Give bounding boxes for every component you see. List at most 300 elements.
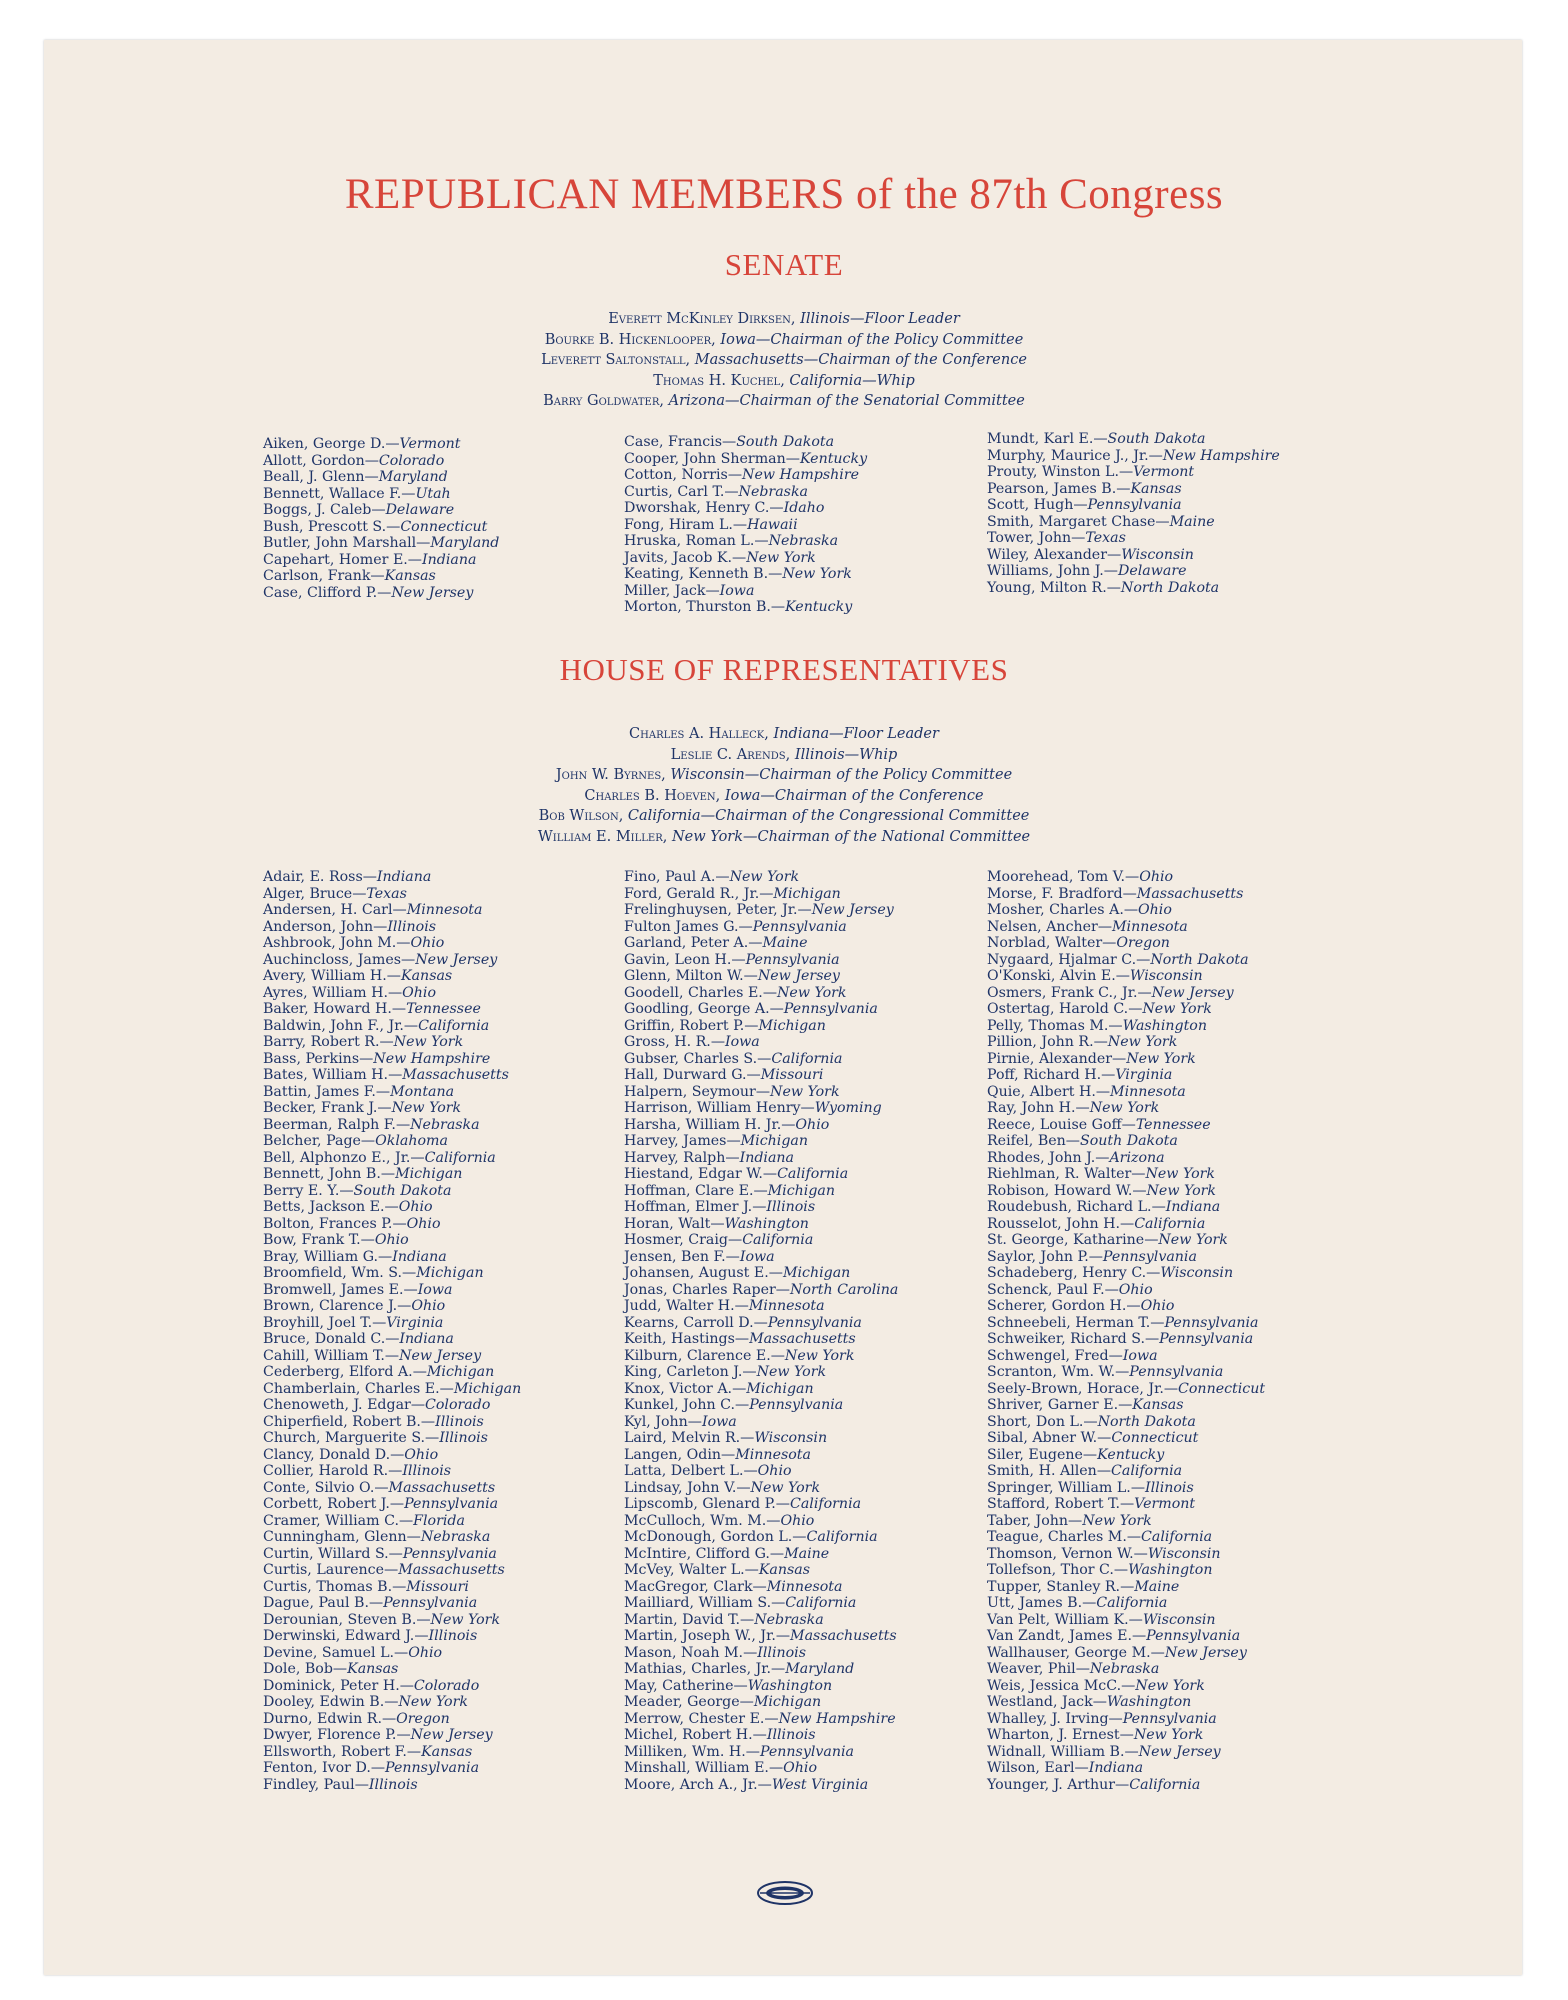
member-state: California xyxy=(418,1017,490,1034)
member-state: Virginia xyxy=(386,1314,444,1331)
house-member-entry xyxy=(987,1018,1265,1035)
member-name: Chamberlain, Charles E.— xyxy=(263,1380,454,1397)
member-state: Michigan xyxy=(746,1380,814,1397)
member-name: Scott, Hugh— xyxy=(987,497,1088,513)
member-name: Bell, Alphonzo E., Jr.— xyxy=(263,1149,425,1166)
leader-name: William E. Miller, xyxy=(537,828,668,845)
member-name: Harvey, Ralph— xyxy=(624,1149,740,1166)
member-state: New York xyxy=(1142,1001,1212,1017)
member-state: New Hampshire xyxy=(778,1710,896,1727)
member-name: Milliken, Wm. H.— xyxy=(624,1743,760,1760)
member-name: Harrison, William Henry— xyxy=(624,1100,815,1116)
house-member-entry xyxy=(987,1562,1265,1579)
member-name: Minshall, William E.— xyxy=(624,1760,784,1776)
senate-member-entry xyxy=(624,467,867,484)
house-member-entry xyxy=(624,1232,898,1249)
member-name: Schneebeli, Herman T.— xyxy=(987,1314,1165,1331)
member-state: New Hampshire xyxy=(373,1050,491,1067)
member-state: Delaware xyxy=(1118,563,1187,579)
member-state: Pennsylvania xyxy=(1129,1364,1224,1380)
member-state: Ohio xyxy=(408,1644,443,1661)
member-name: Keating, Kenneth B.— xyxy=(624,566,783,582)
member-name: Becker, Frank J.— xyxy=(263,1100,392,1116)
member-name: Auchincloss, James— xyxy=(263,951,416,968)
house-member-entry xyxy=(624,1678,898,1695)
member-state: New Jersey xyxy=(1151,984,1234,1001)
house-member-entry xyxy=(987,919,1265,936)
member-state: Pennsylvania xyxy=(1146,1628,1241,1644)
house-member-entry xyxy=(263,1117,521,1134)
member-state: Michigan xyxy=(416,1265,484,1281)
senate-member-entry xyxy=(624,566,867,583)
house-member-entry xyxy=(624,1645,898,1662)
member-name: Taber, John— xyxy=(987,1512,1083,1529)
member-state: Michigan xyxy=(426,1364,495,1380)
member-state: Illinois xyxy=(428,1628,478,1644)
leader-name: Thomas H. Kuchel, xyxy=(653,372,785,389)
member-state: Indiana xyxy=(399,1331,454,1347)
leader-role: Illinois—Floor Leader xyxy=(795,311,960,327)
house-member-entry xyxy=(624,1282,898,1299)
house-member-entry xyxy=(263,1001,521,1018)
member-name: Schenck, Paul F.— xyxy=(987,1281,1119,1298)
member-state: Ohio xyxy=(1140,1298,1175,1314)
member-state: Iowa xyxy=(725,1034,760,1050)
house-member-entry xyxy=(987,1183,1265,1200)
member-state: Ohio xyxy=(795,1116,830,1133)
house-member-entry xyxy=(263,1199,521,1216)
member-name: Curtin, Willard S.— xyxy=(263,1545,403,1562)
member-name: Pelly, Thomas M.— xyxy=(987,1017,1123,1034)
member-name: Cooper, John Sherman— xyxy=(624,450,800,467)
house-member-entry xyxy=(987,1661,1265,1678)
house-member-entry xyxy=(263,1249,521,1266)
member-state: Pennsylvania xyxy=(404,1496,499,1512)
leader-name: Charles A. Halleck, xyxy=(629,726,769,742)
senate-member-entry xyxy=(987,563,1280,580)
member-state: California xyxy=(742,1232,814,1248)
house-member-entry xyxy=(263,935,521,952)
member-name: Schwengel, Fred— xyxy=(987,1347,1123,1364)
house-member-entry xyxy=(987,1348,1265,1365)
member-name: Michel, Robert H.— xyxy=(624,1727,767,1743)
house-member-entry xyxy=(263,1381,521,1398)
member-state: Idaho xyxy=(783,500,825,516)
senate-member-entry xyxy=(263,519,499,536)
house-member-entry xyxy=(263,1628,521,1645)
house-member-entry xyxy=(263,1727,521,1744)
house-member-entry xyxy=(263,1232,521,1249)
member-state: California xyxy=(1096,1595,1168,1611)
member-state: Minnesota xyxy=(1112,918,1188,935)
member-state: Kansas xyxy=(401,968,453,984)
member-state: Wisconsin xyxy=(754,1430,828,1446)
house-member-entry xyxy=(624,1612,898,1629)
house-members-column-3 xyxy=(987,869,1265,1793)
house-member-entry xyxy=(624,1315,898,1332)
member-state: Pennsylvania xyxy=(1159,1331,1254,1347)
member-state: Maine xyxy=(762,935,808,951)
house-member-entry xyxy=(624,1529,898,1546)
senate-member-entry xyxy=(624,550,867,567)
house-leader xyxy=(0,786,1568,807)
house-leader xyxy=(0,806,1568,827)
member-state: Massachusetts xyxy=(388,1479,496,1496)
member-state: Massachusetts xyxy=(1136,885,1244,902)
member-name: Baker, Howard H.— xyxy=(263,1001,407,1017)
member-name: Hruska, Roman L.— xyxy=(624,533,769,549)
member-name: Dole, Bob— xyxy=(263,1661,348,1677)
senate-leader xyxy=(0,330,1568,351)
member-state: California xyxy=(789,1496,862,1512)
house-member-entry xyxy=(624,1744,898,1761)
house-member-entry xyxy=(624,1117,898,1134)
member-state: New York xyxy=(1089,1100,1160,1116)
member-state: Nebraska xyxy=(738,483,809,500)
house-member-entry xyxy=(263,1150,521,1167)
member-name: Hoffman, Elmer J.— xyxy=(624,1199,767,1215)
member-state: California xyxy=(1134,1215,1206,1232)
member-name: Martin, Joseph W., Jr.— xyxy=(624,1628,791,1644)
member-state: Iowa xyxy=(739,1248,775,1265)
house-member-entry xyxy=(624,1298,898,1315)
member-name: Ayres, William H.— xyxy=(263,984,403,1001)
member-state: New Jersey xyxy=(410,1727,493,1743)
member-name: Bush, Prescott S.— xyxy=(263,518,401,535)
house-member-entry xyxy=(624,1249,898,1266)
member-state: New York xyxy=(393,1034,464,1050)
member-name: Chenoweth, J. Edgar— xyxy=(263,1397,426,1413)
member-name: Curtis, Thomas B.— xyxy=(263,1578,407,1595)
member-state: Pennsylvania xyxy=(767,1314,862,1331)
member-name: Bolton, Frances P.— xyxy=(263,1215,407,1232)
member-state: Connecticut xyxy=(400,518,488,535)
member-name: Dominick, Peter H.— xyxy=(263,1677,414,1694)
member-state: Kansas xyxy=(1130,480,1182,497)
house-member-entry xyxy=(987,1216,1265,1233)
member-name: Bruce, Donald C.— xyxy=(263,1331,400,1347)
house-member-entry xyxy=(263,1018,521,1035)
member-state: Delaware xyxy=(385,502,455,518)
member-state: Wisconsin xyxy=(1129,968,1203,984)
member-state: Washington xyxy=(724,1215,809,1232)
member-state: Nebraska xyxy=(420,1529,491,1545)
house-member-entry xyxy=(263,1744,521,1761)
member-state: South Dakota xyxy=(1107,431,1206,447)
member-state: Washington xyxy=(1122,1017,1207,1034)
member-name: Ray, John H.— xyxy=(987,1100,1090,1116)
member-name: Roudebush, Richard L.— xyxy=(987,1199,1166,1215)
member-name: Shriver, Garner E.— xyxy=(987,1397,1133,1413)
member-name: Hall, Durward G.— xyxy=(624,1067,761,1083)
member-name: Dworshak, Henry C.— xyxy=(624,500,784,516)
member-name: McIntire, Clifford G.— xyxy=(624,1545,785,1562)
house-member-entry xyxy=(987,1364,1265,1381)
leader-name: Everett McKinley Dirksen, xyxy=(608,311,796,327)
house-member-entry xyxy=(987,1117,1265,1134)
member-name: Tollefson, Thor C.— xyxy=(987,1562,1129,1578)
house-member-entry xyxy=(624,1727,898,1744)
member-state: Illinois xyxy=(766,1199,816,1215)
member-name: Derounian, Steven B.— xyxy=(263,1611,431,1628)
member-state: New Jersey xyxy=(1138,1743,1221,1760)
house-member-entry xyxy=(624,1777,898,1794)
member-state: Oregon xyxy=(1116,935,1170,951)
member-state: Nebraska xyxy=(1089,1661,1160,1677)
member-state: Massachusetts xyxy=(749,1331,856,1347)
member-state: Iowa xyxy=(719,582,755,599)
house-member-entry xyxy=(263,1612,521,1629)
house-member-entry xyxy=(263,1529,521,1546)
member-name: Reece, Louise Goff— xyxy=(987,1116,1136,1133)
house-member-entry xyxy=(263,1447,521,1464)
member-state: Nebraska xyxy=(768,533,839,549)
member-state: New York xyxy=(1145,1166,1216,1182)
house-member-entry xyxy=(987,1381,1265,1398)
member-name: Curtis, Laurence— xyxy=(263,1562,399,1578)
house-member-entry xyxy=(263,1282,521,1299)
member-state: Ohio xyxy=(783,1760,817,1776)
senate-members-column-2 xyxy=(624,434,867,616)
member-state: California xyxy=(1141,1529,1213,1545)
member-state: Michigan xyxy=(740,1133,809,1149)
member-state: New York xyxy=(398,1694,468,1710)
member-state: Pennsylvania xyxy=(745,951,840,968)
senate-member-entry xyxy=(624,599,867,616)
senate-member-entry xyxy=(624,533,867,550)
member-name: Morton, Thurston B.— xyxy=(624,599,786,615)
member-state: New York xyxy=(750,1479,821,1496)
house-member-entry xyxy=(263,1133,521,1150)
house-member-entry xyxy=(987,869,1265,886)
member-name: Goodling, George A.— xyxy=(624,1001,784,1017)
member-name: Norblad, Walter— xyxy=(987,935,1117,951)
senate-members-column-3 xyxy=(987,431,1280,596)
member-name: Andersen, H. Carl— xyxy=(263,902,407,918)
senate-member-entry xyxy=(987,514,1280,531)
member-state: California xyxy=(1129,1776,1201,1793)
senate-member-entry xyxy=(987,530,1280,547)
member-state: Ohio xyxy=(406,1215,441,1232)
senate-members-column-1 xyxy=(263,436,499,601)
member-name: Hosmer, Craig— xyxy=(624,1232,743,1248)
senate-member-entry xyxy=(624,517,867,534)
member-name: Tupper, Stanley R.— xyxy=(987,1578,1135,1595)
house-member-entry xyxy=(624,1265,898,1282)
member-name: Merrow, Chester E.— xyxy=(624,1710,779,1727)
member-name: Ford, Gerald R., Jr.— xyxy=(624,885,774,902)
house-member-entry xyxy=(987,902,1265,919)
house-member-entry xyxy=(624,1001,898,1018)
member-state: Nebraska xyxy=(754,1611,824,1628)
house-member-entry xyxy=(987,935,1265,952)
member-name: Garland, Peter A.— xyxy=(624,935,763,951)
house-member-entry xyxy=(263,1034,521,1051)
member-state: Oklahoma xyxy=(375,1133,448,1149)
house-member-entry xyxy=(263,1562,521,1579)
member-state: Indiana xyxy=(422,551,477,568)
member-name: Lindsay, John V.— xyxy=(624,1479,751,1496)
member-state: Michigan xyxy=(767,1182,836,1199)
member-name: Anderson, John— xyxy=(263,918,388,935)
senate-leader xyxy=(0,309,1568,330)
house-member-entry xyxy=(263,1315,521,1332)
member-state: Wisconsin xyxy=(1142,1611,1216,1628)
member-state: Illinois xyxy=(757,1644,806,1661)
member-state: Pennsylvania xyxy=(759,1743,854,1760)
house-member-entry xyxy=(263,1678,521,1695)
member-name: Latta, Delbert L.— xyxy=(624,1463,758,1479)
member-state: Washington xyxy=(1106,1694,1192,1710)
senate-member-entry xyxy=(624,583,867,600)
house-member-entry xyxy=(263,1183,521,1200)
member-name: Van Zandt, James E.— xyxy=(987,1628,1147,1644)
member-state: Wisconsin xyxy=(1160,1265,1234,1281)
member-state: Michigan xyxy=(753,1694,822,1710)
member-name: Seely-Brown, Horace, Jr.— xyxy=(987,1380,1179,1397)
member-name: Case, Clifford P.— xyxy=(263,584,392,601)
member-state: Michigan xyxy=(395,1166,463,1182)
member-name: Ashbrook, John M.— xyxy=(263,935,411,951)
member-state: New York xyxy=(777,984,847,1001)
senate-member-entry xyxy=(624,434,867,451)
member-name: Knox, Victor A.— xyxy=(624,1380,747,1397)
member-name: Keith, Hastings— xyxy=(624,1331,750,1347)
member-state: Missouri xyxy=(760,1067,824,1083)
member-state: Nebraska xyxy=(410,1116,480,1133)
house-member-entry xyxy=(987,1595,1265,1612)
member-state: Ohio xyxy=(757,1463,792,1479)
house-member-entry xyxy=(987,1265,1265,1282)
member-name: Devine, Samuel L.— xyxy=(263,1644,409,1661)
house-heading: HOUSE OF REPRESENTATIVES xyxy=(559,652,1009,687)
member-name: Gross, H. R.— xyxy=(624,1034,726,1050)
member-name: Jonas, Charles Raper— xyxy=(624,1281,790,1298)
leader-role: Indiana—Floor Leader xyxy=(768,726,939,742)
member-state: Missouri xyxy=(406,1578,469,1595)
house-member-entry xyxy=(263,1397,521,1414)
member-name: Derwinski, Edward J.— xyxy=(263,1628,429,1644)
member-state: New York xyxy=(1107,1034,1178,1050)
house-member-entry xyxy=(987,1513,1265,1530)
member-name: Reifel, Ben— xyxy=(987,1133,1080,1149)
member-name: McVey, Walter L.— xyxy=(624,1562,759,1578)
member-state: Massachusetts xyxy=(790,1628,897,1644)
house-member-entry xyxy=(263,1760,521,1777)
member-state: Wisconsin xyxy=(1147,1545,1221,1562)
member-name: Baldwin, John F., Jr.— xyxy=(263,1017,419,1034)
house-member-entry xyxy=(263,1166,521,1183)
member-state: Pennsylvania xyxy=(385,1760,480,1776)
member-name: Pearson, James B.— xyxy=(987,480,1131,497)
leader-role: New York—Chairman of the National Committee xyxy=(667,828,1031,845)
house-member-entry xyxy=(987,1744,1265,1761)
member-state: California xyxy=(424,1149,496,1166)
house-member-entry xyxy=(263,1067,521,1084)
house-member-entry xyxy=(987,1546,1265,1563)
house-member-entry xyxy=(624,1628,898,1645)
member-state: Pennsylvania xyxy=(749,1397,844,1413)
member-state: Vermont xyxy=(1134,1496,1196,1512)
member-name: Riehlman, R. Walter— xyxy=(987,1166,1146,1182)
member-state: Minnesota xyxy=(766,1578,843,1595)
house-member-entry xyxy=(263,1348,521,1365)
member-name: Durno, Edwin R.— xyxy=(263,1710,397,1727)
member-name: Ostertag, Harold C.— xyxy=(987,1001,1143,1017)
senate-leader xyxy=(0,391,1568,412)
house-member-entry xyxy=(987,1628,1265,1645)
member-name: Chiperfield, Robert B.— xyxy=(263,1413,436,1430)
member-name: Mosher, Charles A.— xyxy=(987,902,1139,918)
member-name: Widnall, William B.— xyxy=(987,1743,1139,1760)
house-member-entry xyxy=(263,1513,521,1530)
member-state: Kentucky xyxy=(1097,1446,1165,1463)
member-name: Osmers, Frank C., Jr.— xyxy=(987,984,1152,1001)
member-state: New York xyxy=(729,869,800,885)
member-state: North Dakota xyxy=(1150,951,1249,968)
member-name: Bromwell, James E.— xyxy=(263,1281,418,1298)
house-member-entry xyxy=(987,1084,1265,1101)
house-member-entry xyxy=(624,1067,898,1084)
house-member-entry xyxy=(987,1001,1265,1018)
member-state: North Carolina xyxy=(790,1281,899,1298)
house-member-entry xyxy=(263,1265,521,1282)
member-state: North Dakota xyxy=(1097,1413,1196,1430)
member-name: Springer, William L.— xyxy=(987,1479,1146,1496)
member-state: Arizona xyxy=(1109,1149,1165,1166)
leader-role: Illinois—Whip xyxy=(790,746,898,763)
member-name: Gavin, Leon H.— xyxy=(624,951,746,968)
leader-role: Iowa—Chairman of the Policy Committee xyxy=(715,331,1024,348)
house-member-entry xyxy=(987,952,1265,969)
house-member-entry xyxy=(263,902,521,919)
member-state: Connecticut xyxy=(1178,1380,1266,1397)
house-member-entry xyxy=(624,1150,898,1167)
member-state: Kansas xyxy=(384,568,436,584)
senate-member-entry xyxy=(263,502,499,519)
house-member-entry xyxy=(987,1727,1265,1744)
member-name: Nelsen, Ancher— xyxy=(987,918,1113,935)
member-state: Colorado xyxy=(425,1397,491,1413)
member-state: Pennsylvania xyxy=(752,918,847,935)
house-member-entry xyxy=(263,1661,521,1678)
member-name: Kyl, John— xyxy=(624,1413,702,1430)
member-name: Williams, John J.— xyxy=(987,563,1118,579)
member-state: Pennsylvania xyxy=(1087,497,1182,513)
house-member-entry xyxy=(987,1133,1265,1150)
member-name: Weaver, Phil— xyxy=(987,1661,1090,1677)
member-state: New York xyxy=(746,549,816,566)
house-member-entry xyxy=(263,1546,521,1563)
house-member-entry xyxy=(263,1579,521,1596)
member-state: Kansas xyxy=(421,1743,473,1760)
senate-member-entry xyxy=(263,436,499,453)
member-name: Lipscomb, Glenard P.— xyxy=(624,1496,790,1512)
member-name: Rousselot, John H.— xyxy=(987,1215,1135,1232)
member-state: New York xyxy=(1126,1050,1196,1067)
member-name: Martin, David T.— xyxy=(624,1611,755,1628)
member-name: MacGregor, Clark— xyxy=(624,1578,767,1595)
member-name: Johansen, August E.— xyxy=(624,1265,783,1281)
member-state: Michigan xyxy=(782,1265,851,1281)
member-name: Broyhill, Joel T.— xyxy=(263,1314,387,1331)
senate-leader xyxy=(0,350,1568,371)
member-state: Vermont xyxy=(399,436,461,452)
member-name: Aiken, George D.— xyxy=(263,436,400,452)
house-member-entry xyxy=(624,1760,898,1777)
member-name: Hiestand, Edgar W.— xyxy=(624,1166,778,1182)
leader-name: Leverett Saltonstall, xyxy=(541,352,691,368)
